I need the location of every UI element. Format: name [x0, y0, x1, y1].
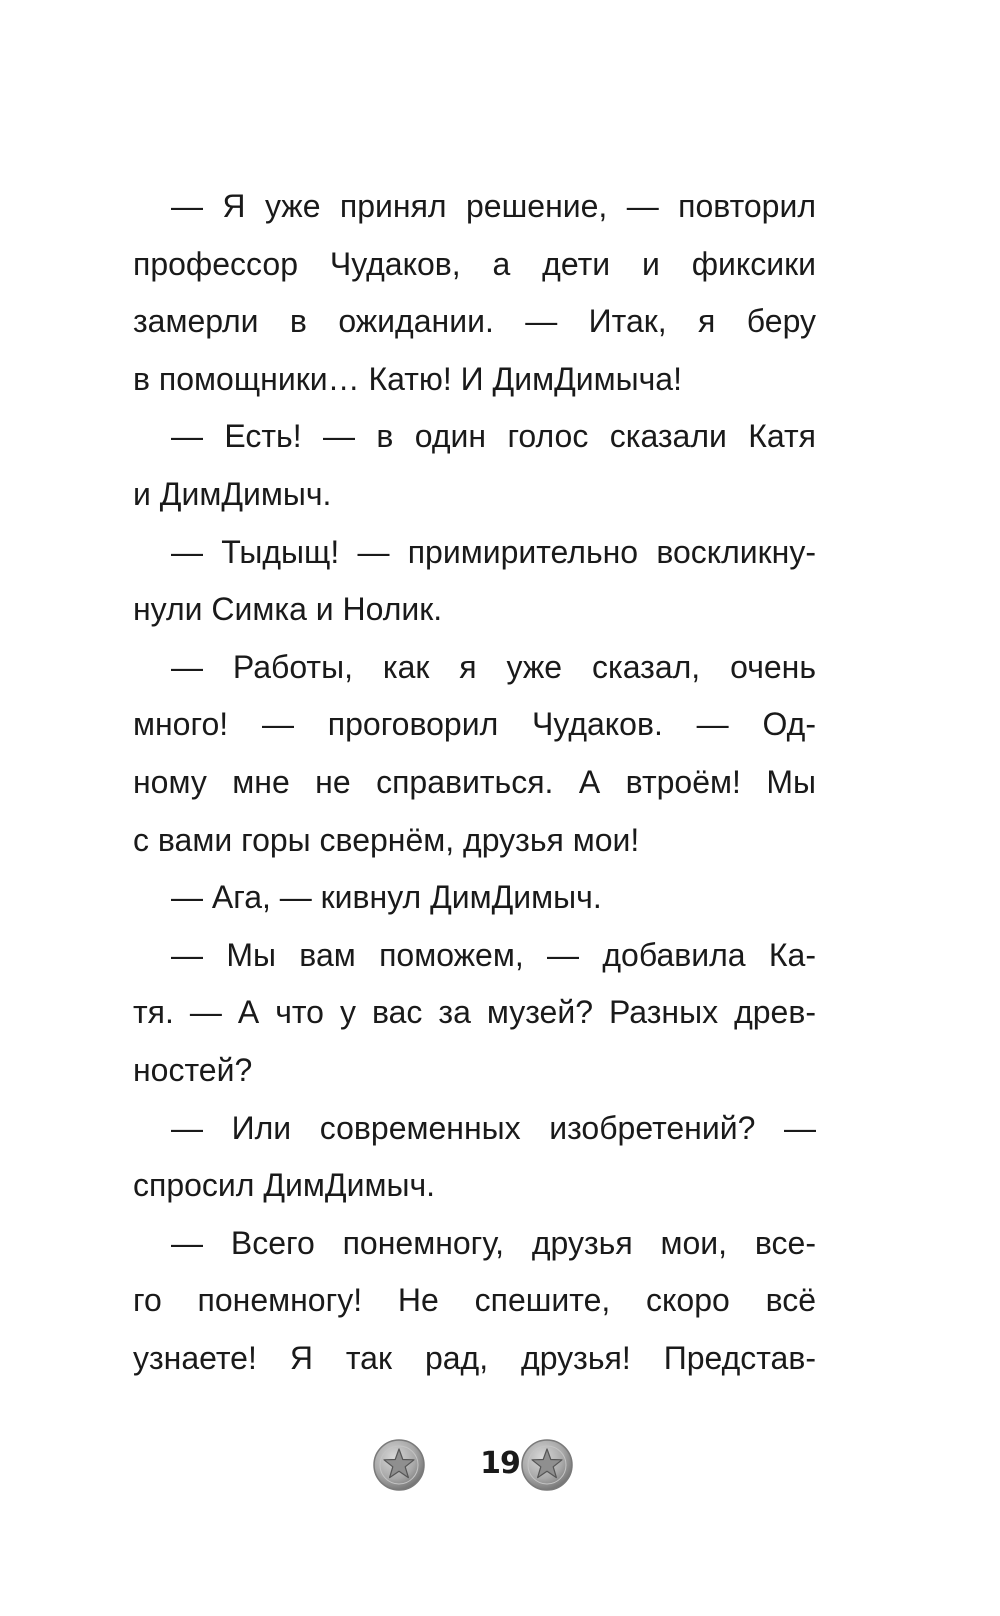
text-line: ному мне не справиться. А втроём! Мы: [133, 763, 816, 800]
text-line: — Или современных изобретений? —: [171, 1109, 816, 1146]
screw-head-star-icon: [520, 1438, 574, 1492]
page-text: [133, 178, 816, 1387]
text-line: — Я уже принял решение, — повторил: [171, 188, 816, 224]
text-line: нули Симка и Нолик.: [133, 591, 443, 628]
text-line: и ДимДимыч.: [133, 475, 332, 512]
text-line: — Есть! — в один голос сказали Катя: [171, 418, 816, 455]
text-line: — Тыдыщ! — примирительно воскликну-: [171, 533, 816, 570]
page-footer: [0, 1434, 1000, 1498]
text-line: узнаете! Я так рад, друзья! Представ-: [133, 1339, 816, 1376]
text-line: много! — проговорил Чудаков. — Од-: [133, 706, 816, 743]
text-line: в помощники… Катю! И ДимДимыча!: [133, 360, 682, 397]
text-line: замерли в ожидании. — Итак, я беру: [133, 303, 816, 340]
text-line: — Мы вам поможем, — добавила Ка-: [171, 936, 816, 973]
text-line: тя. — А что у вас за музей? Разных древ-: [133, 994, 816, 1031]
text-line: спросил ДимДимыч.: [133, 1167, 436, 1204]
page-number: 19: [480, 1446, 520, 1481]
text-line: — Всего понемногу, друзья мои, все-: [171, 1224, 816, 1261]
text-line: ностей?: [133, 1051, 253, 1088]
text-line: — Работы, как я уже сказал, очень: [171, 648, 816, 685]
text-line: профессор Чудаков, а дети и фиксики: [133, 245, 816, 282]
text-line: го понемногу! Не спешите, скоро всё: [133, 1282, 816, 1319]
text-line: — Ага, — кивнул ДимДимыч.: [171, 879, 602, 916]
text-line: с вами горы свернём, друзья мои!: [133, 821, 640, 858]
